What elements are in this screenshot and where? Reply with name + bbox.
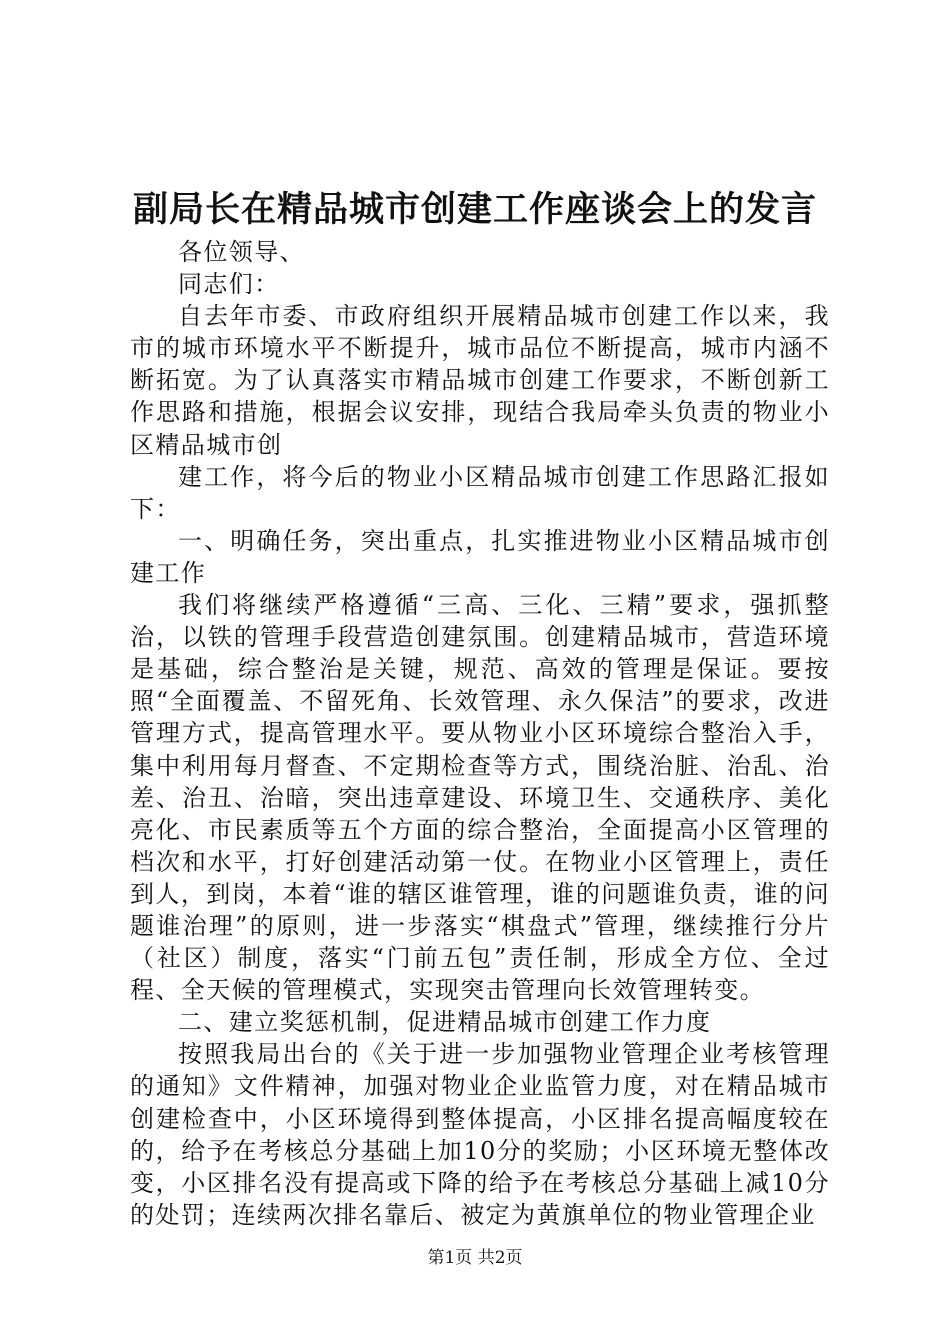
- paragraph-section-1: 我们将继续严格遵循“三高、三化、三精”要求，强抓整治，以铁的管理手段营造创建氛围。创建精品城市，营造环境是基础，综合整治是关键，规范、高效的管理是保证。要按照“全面覆盖、不留死角、长效管理、永久保洁”的要求，改进管理方式，提高管理水平。要从物业小区环境综合整治入手，集中利用每月督查、不定期检查等方式，围绕治脏、治乱、治差、治丑、治暗，突出违章建设、环境卫生、交通秩序、美化亮化、市民素质等五个方面的综合整治，全面提高小区管理的档次和水平，打好创建活动第一仗。在物业小区管理上，责任到人，到岗，本着“谁的辖区谁管理，谁的问题谁负责，谁的问题谁治理”的原则，进一步落实“棋盘式”管理，继续推行分片（社区）制度，落实“门前五包”责任制，形成全方位、全过程、全天候的管理模式，实现突击管理向长效管理转变。: [130, 591, 830, 1005]
- document-body: [130, 236, 830, 1231]
- paragraph-intro-continued: 建工作，将今后的物业小区精品城市创建工作思路汇报如下：: [130, 462, 830, 523]
- page-footer: 第1页 共2页: [427, 1248, 523, 1268]
- paragraph-section-2: 按照我局出台的《关于进一步加强物业管理企业考核管理的通知》文件精神，加强对物业企业监管力度，对在精品城市创建检查中，小区环境得到整体提高，小区排名提高幅度较在的，给予在考核总分基础上加10分的奖励；小区环境无整体改变，小区排名没有提高或下降的给予在考核总分基础上减10分的处罚；连续两次排名靠后、被定为黄旗单位的物业管理企业: [130, 1040, 830, 1229]
- paragraph-intro: 自去年市委、市政府组织开展精品城市创建工作以来，我市的城市环境水平不断提升，城市品位不断提高，城市内涵不断拓宽。为了认真落实市精品城市创建工作要求，不断创新工作思路和措施，根据会议安排，现结合我局牵头负责的物业小区精品城市创: [130, 302, 830, 459]
- section-heading-2: 二、建立奖惩机制，促进精品城市创建工作力度: [178, 1008, 712, 1037]
- salutation-leaders: 各位领导、: [178, 238, 305, 266]
- section-heading-1: 一、明确任务，突出重点，扎实推进物业小区精品城市创建工作: [130, 526, 830, 587]
- salutation-comrades: 同志们：: [178, 270, 280, 299]
- document-title: 副局长在精品城市创建工作座谈会上的发言: [132, 189, 817, 230]
